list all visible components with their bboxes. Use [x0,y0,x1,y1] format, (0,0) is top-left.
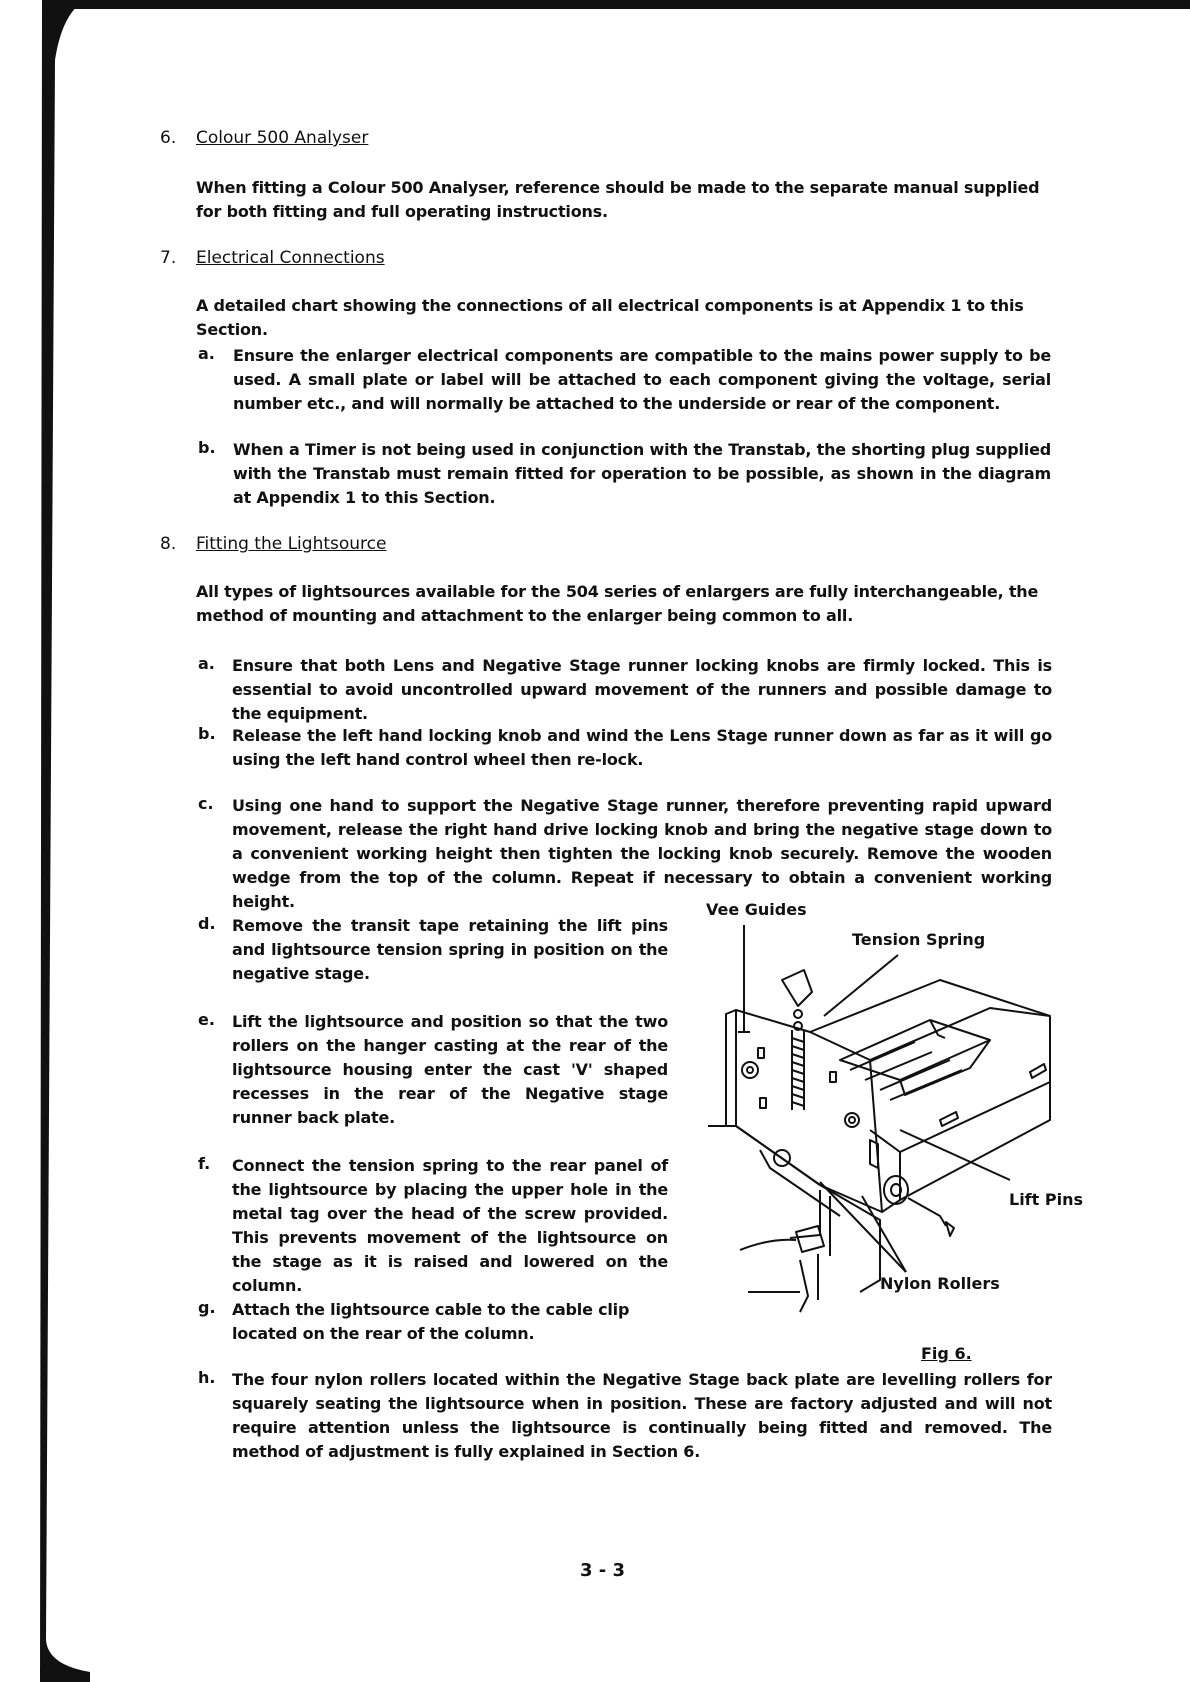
item-8e-text: Lift the lightsource and position so that the two rollers on the hanger casting at the rear of the lightsource housing enter the cast 'V' shaped recesses in the rear of the Negative stage runner back plate. [232,1012,668,1127]
section-8-intro: All types of lightsources available for the 504 series of enlargers are fully interchangeable, the method of mounting and attachment to the enlarger being common to all. [196,582,1039,625]
item-8d-letter: d. [198,914,216,933]
item-8g-letter: g. [198,1298,216,1317]
item-8h-letter: h. [198,1368,216,1387]
section-6-number: 6. [160,128,177,148]
item-7b-text: When a Timer is not being used in conjunction with the Transtab, the shorting plug supplied with the Transtab must remain fitted for operation to be possible, as shown in the diagram at Appendix 1 to this Section. [233,440,1051,507]
section-6-title: Colour 500 Analyser [196,128,369,148]
section-8-title: Fitting the Lightsource [196,534,387,554]
item-8a-text: Ensure that both Lens and Negative Stage runner locking knobs are firmly locked. This is essential to avoid uncontrolled upward movement of the runners and possible damage to the equipment. [232,656,1052,723]
section-7-number: 7. [160,248,177,268]
item-8g-text: Attach the lightsource cable to the cable clip located on the rear of the column. [232,1300,630,1343]
item-7a-text: Ensure the enlarger electrical components are compatible to the mains power supply to be used. A small plate or label will be attached to each component giving the voltage, serial number etc., and will normally be attached to the underside or rear of the component. [233,346,1051,413]
scan-edge-top [70,0,1190,9]
item-8c-text: Using one hand to support the Negative Stage runner, therefore preventing rapid upward movement, release the right hand drive locking knob and bring the negative stage down to a convenient working height then tighten the locking knob securely. Remove the wooden wedge from the top of the column. Repeat if necessary to obtain a convenient working height. [232,796,1052,911]
item-8f-letter: f. [198,1154,211,1173]
figure-caption: Fig 6. [921,1344,972,1363]
item-8b-letter: b. [198,724,216,743]
scan-edge-left [0,0,90,1682]
item-7b-letter: b. [198,438,216,457]
item-8d-text: Remove the transit tape retaining the lift pins and lightsource tension spring in position on the negative stage. [232,916,668,983]
label-vee-guides: Vee Guides [706,900,807,919]
section-8-number: 8. [160,534,177,554]
item-8h-text: The four nylon rollers located within the Negative Stage back plate are levelling rollers for squarely seating the lightsource when in position. These are factory adjusted and will not require attention unless the lightsource is continually being fitted and removed. The method of adjustment is fully explained in Section 6. [232,1370,1052,1461]
item-8e-letter: e. [198,1010,215,1029]
section-7-intro: A detailed chart showing the connections of all electrical components is at Appendix 1 to this Section. [196,296,1024,339]
section-7-title: Electrical Connections [196,248,385,268]
item-8a-letter: a. [198,654,215,673]
label-nylon-rollers: Nylon Rollers [880,1274,1000,1293]
section-6-text: When fitting a Colour 500 Analyser, reference should be made to the separate manual supplied for both fitting and full operating instructions. [196,178,1040,221]
item-8f-text: Connect the tension spring to the rear panel of the lightsource by placing the upper hole in the metal tag over the head of the screw provided. This prevents movement of the lightsource on the stage as it is raised and lowered on the column. [232,1156,668,1295]
item-7a-letter: a. [198,344,215,363]
lightsource-diagram [700,920,1080,1320]
label-tension-spring: Tension Spring [852,930,986,949]
label-lift-pins: Lift Pins [1009,1190,1083,1209]
item-8b-text: Release the left hand locking knob and wind the Lens Stage runner down as far as it will go using the left hand control wheel then re-lock. [232,726,1052,769]
item-8c-letter: c. [198,794,214,813]
page-number: 3 - 3 [580,1560,626,1581]
